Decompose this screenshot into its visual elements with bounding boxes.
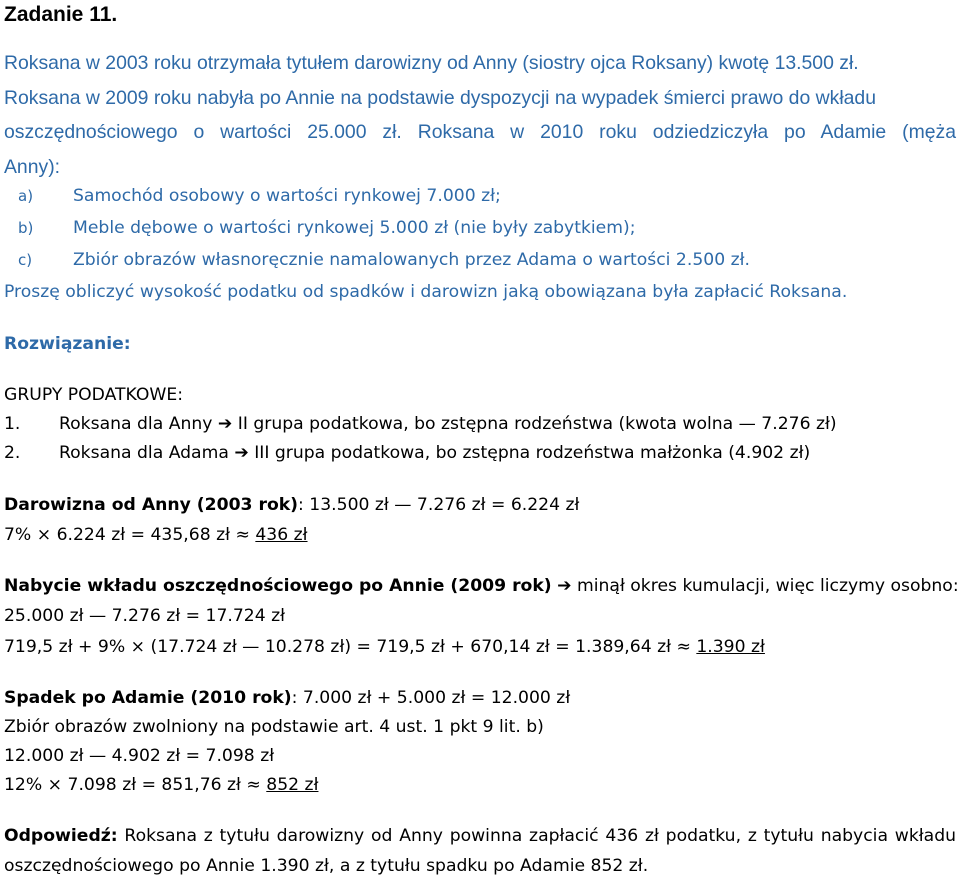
deposit-tax-calc: 719,5 zł + 9% × (17.724 zł — 10.278 zł) = 719,5 zł + 670,14 zł = 1.389,64 zł ≈ <box>4 637 697 657</box>
answer-text-1: Roksana z tytułu darowizny od Anny powinna zapłacić 436 zł podatku, z tytułu nabycia wkładu <box>117 826 956 846</box>
arrow-right-icon: ➔ <box>217 414 233 434</box>
inheritance-tax-line <box>4 772 956 798</box>
inheritance-calc: : 7.000 zł + 5.000 zł = 12.000 zł <box>291 688 571 708</box>
group-item-1 <box>4 411 956 437</box>
donation-calc: : 13.500 zł — 7.276 zł = 6.224 zł <box>298 495 580 515</box>
deposit-calc: 25.000 zł — 7.276 zł = 17.724 zł <box>4 606 286 626</box>
list-item-c <box>18 247 956 273</box>
inheritance-line <box>4 685 956 711</box>
list-marker: a) <box>18 187 34 205</box>
task-line-1: Roksana w 2003 roku otrzymała tytułem darowizny od Anny (siostry ojca Roksany) kwotę 13.500 zł. <box>4 52 859 74</box>
inheritance-calc-2: 12.000 zł — 4.902 zł = 7.098 zł <box>4 746 275 766</box>
list-item-b <box>18 215 956 241</box>
group-item-2 <box>4 440 956 466</box>
task-title: Zadanie 11. <box>4 3 118 26</box>
answer-line-1 <box>4 823 956 849</box>
donation-tax-result: 436 zł <box>255 525 308 545</box>
list-item-text: Meble dębowe o wartości rynkowej 5.000 zł (nie były zabytkiem); <box>73 218 636 238</box>
list-item-text: Zbiór obrazów własnoręcznie namalowanych przez Adama o wartości 2.500 zł. <box>73 250 750 270</box>
donation-label: Darowizna od Anny (2003 rok) <box>4 495 299 515</box>
list-item-text: Samochód osobowy o wartości rynkowej 7.000 zł; <box>73 186 501 206</box>
task-line-4: Anny): <box>4 156 61 178</box>
inheritance-exempt: Zbiór obrazów zwolniony na podstawie art. 4 ust. 1 pkt 9 lit. b) <box>4 717 544 737</box>
group-who: Roksana dla Anny <box>59 414 213 434</box>
inheritance-label: Spadek po Adamie (2010 rok) <box>4 688 292 708</box>
group-text: III grupa podatkowa, bo zstępna rodzeństwa małżonka (4.902 zł) <box>254 443 811 463</box>
list-marker: c) <box>18 251 33 269</box>
task-question: Proszę obliczyć wysokość podatku od spadków i darowizn jaką obowiązana była zapłacić Roksana. <box>4 282 848 302</box>
deposit-tax-line <box>4 634 956 660</box>
arrow-right-icon: ➔ <box>557 576 572 596</box>
answer-label: Odpowiedź: <box>4 826 118 846</box>
arrow-right-icon: ➔ <box>234 443 249 463</box>
donation-tax-line <box>4 522 956 548</box>
donation-line <box>4 492 956 518</box>
groups-heading: GRUPY PODATKOWE: <box>4 385 184 405</box>
group-who: Roksana dla Adama <box>59 443 229 463</box>
list-marker: b) <box>18 219 34 237</box>
deposit-line <box>4 573 959 599</box>
donation-tax-calc: 7% × 6.224 zł = 435,68 zł ≈ <box>4 525 256 545</box>
group-marker: 1. <box>4 414 21 434</box>
answer-line-2: oszczędnościowego po Annie 1.390 zł, a z tytułu spadku po Adamie 852 zł. <box>4 856 649 876</box>
deposit-tax-result: 1.390 zł <box>696 637 765 657</box>
group-text: II grupa podatkowa, bo zstępna rodzeństwa (kwota wolna — 7.276 zł) <box>237 414 837 434</box>
list-item-a <box>18 183 956 209</box>
deposit-note: minął okres kumulacji, więc liczymy osobno: <box>577 576 959 596</box>
solution-heading: Rozwiązanie: <box>4 334 131 354</box>
inheritance-tax-calc: 12% × 7.098 zł = 851,76 zł ≈ <box>4 775 267 795</box>
task-line-2: Roksana w 2009 roku nabyła po Annie na podstawie dyspozycji na wypadek śmierci prawo do wkładu <box>4 87 877 109</box>
deposit-label: Nabycie wkładu oszczędnościowego po Annie (2009 rok) <box>4 576 552 596</box>
task-line-3: oszczędnościowego o wartości 25.000 zł. Roksana w 2010 roku odziedziczyła po Adamie (męża <box>4 121 956 143</box>
group-marker: 2. <box>4 443 21 463</box>
inheritance-tax-result: 852 zł <box>266 775 319 795</box>
